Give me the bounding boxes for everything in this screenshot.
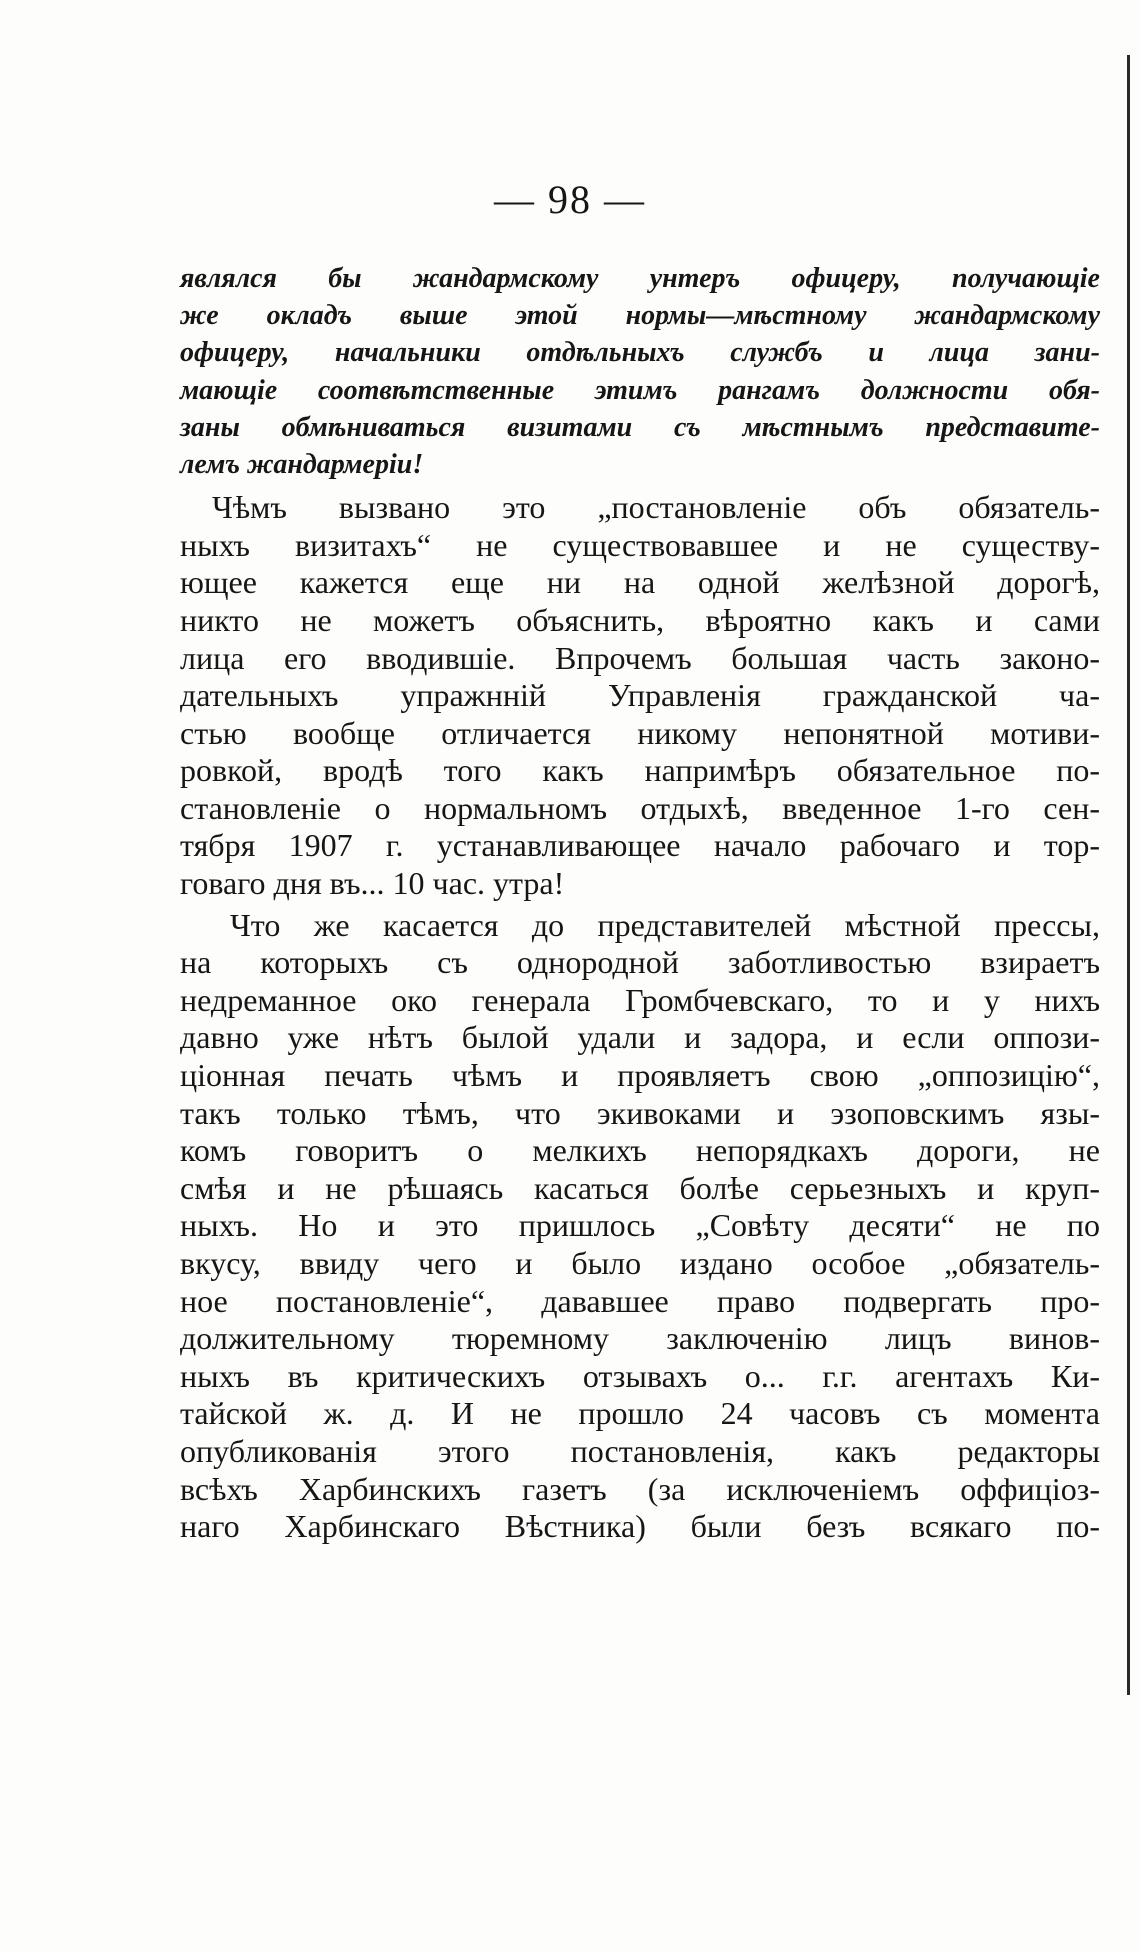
text-line: Чѣмъ вызвано это „постановленіе объ обязатель- — [212, 489, 1100, 526]
text-line: такъ только тѣмъ, что экивоками и эзоповскимъ язы- — [180, 1094, 1100, 1131]
text-line: лемъ жандармеріи! — [180, 448, 424, 480]
text-line: ное постановленіе“, дававшее право подвергать про- — [180, 1282, 1100, 1319]
text-line: Что же касается до представителей мѣстной прессы, — [230, 906, 1100, 943]
page-text — [180, 260, 1100, 1546]
text-line: недреманное око генерала Громбчевскаго, то и у нихъ — [180, 981, 1100, 1018]
text-line: говаго дня въ... 10 час. утра! — [180, 865, 565, 902]
page-edge-line — [1127, 55, 1130, 1695]
text-line: дательныхъ упражнній Управленія гражданской ча- — [180, 677, 1100, 714]
text-line: офицеру, начальники отдѣльныхъ службъ и лица зани- — [180, 337, 1100, 369]
text-line: ющее кажется еще ни на одной желѣзной дорогѣ, — [180, 564, 1100, 601]
text-line: же окладъ выше этой нормы—мѣстному жандармскому — [180, 300, 1100, 332]
text-line: ціонная печать чѣмъ и проявляетъ свою „оппозицію“, — [180, 1057, 1100, 1094]
italic-passage — [180, 260, 1100, 483]
text-line: ныхъ визитахъ“ не существовавшее и не существу- — [180, 526, 1100, 563]
text-line: никто не можетъ объяснить, вѣроятно какъ и сами — [180, 601, 1100, 638]
text-line: стью вообще отличается никому непонятной мотиви- — [180, 714, 1100, 751]
text-line: наго Харбинскаго Вѣстника) были безъ всякаго по- — [180, 1508, 1100, 1545]
text-line: ныхъ. Но и это пришлось „Совѣту десяти“ не по — [180, 1207, 1100, 1244]
text-line: лица его вводившіе. Впрочемъ большая часть законо- — [180, 639, 1100, 676]
text-line: опубликованія этого постановленія, какъ редакторы — [180, 1432, 1100, 1469]
text-line: тайской ж. д. И не прошло 24 часовъ съ момента — [180, 1395, 1100, 1432]
text-line: являлся бы жандармскому унтеръ офицеру, получающіе — [180, 263, 1100, 294]
text-line: должительному тюремному заключенію лицъ винов- — [180, 1320, 1100, 1357]
text-line: давно уже нѣтъ былой удали и задора, и если оппози- — [180, 1019, 1100, 1056]
text-line: мающіе соотвѣтственные этимъ рангамъ должности обя- — [180, 374, 1100, 406]
text-line: смѣя и не рѣшаясь касаться болѣе серьезныхъ и круп- — [180, 1169, 1100, 1206]
text-line: ныхъ въ критическихъ отзывахъ о... г.г. агентахъ Ки- — [180, 1357, 1100, 1394]
paragraph-1 — [180, 489, 1100, 903]
paragraph-2 — [180, 907, 1100, 1546]
text-line: заны обмѣниваться визитами съ мѣстнымъ представите- — [180, 411, 1100, 443]
text-line: комъ говоритъ о мелкихъ непорядкахъ дороги, не — [180, 1132, 1100, 1169]
page-number: — 98 — — [494, 177, 646, 222]
text-line: тября 1907 г. устанавливающее начало рабочаго и тор- — [180, 827, 1100, 864]
text-line: становленіе о нормальномъ отдыхѣ, введенное 1-го сен- — [180, 789, 1100, 826]
text-line: ровкой, вродѣ того какъ напримѣръ обязательное по- — [180, 752, 1100, 789]
text-line: всѣхъ Харбинскихъ газетъ (за исключеніемъ оффиціоз- — [180, 1470, 1100, 1507]
text-line: вкусу, ввиду чего и было издано особое „обязатель- — [180, 1245, 1100, 1281]
text-line: на которыхъ съ однородной заботливостью взираетъ — [180, 944, 1100, 981]
